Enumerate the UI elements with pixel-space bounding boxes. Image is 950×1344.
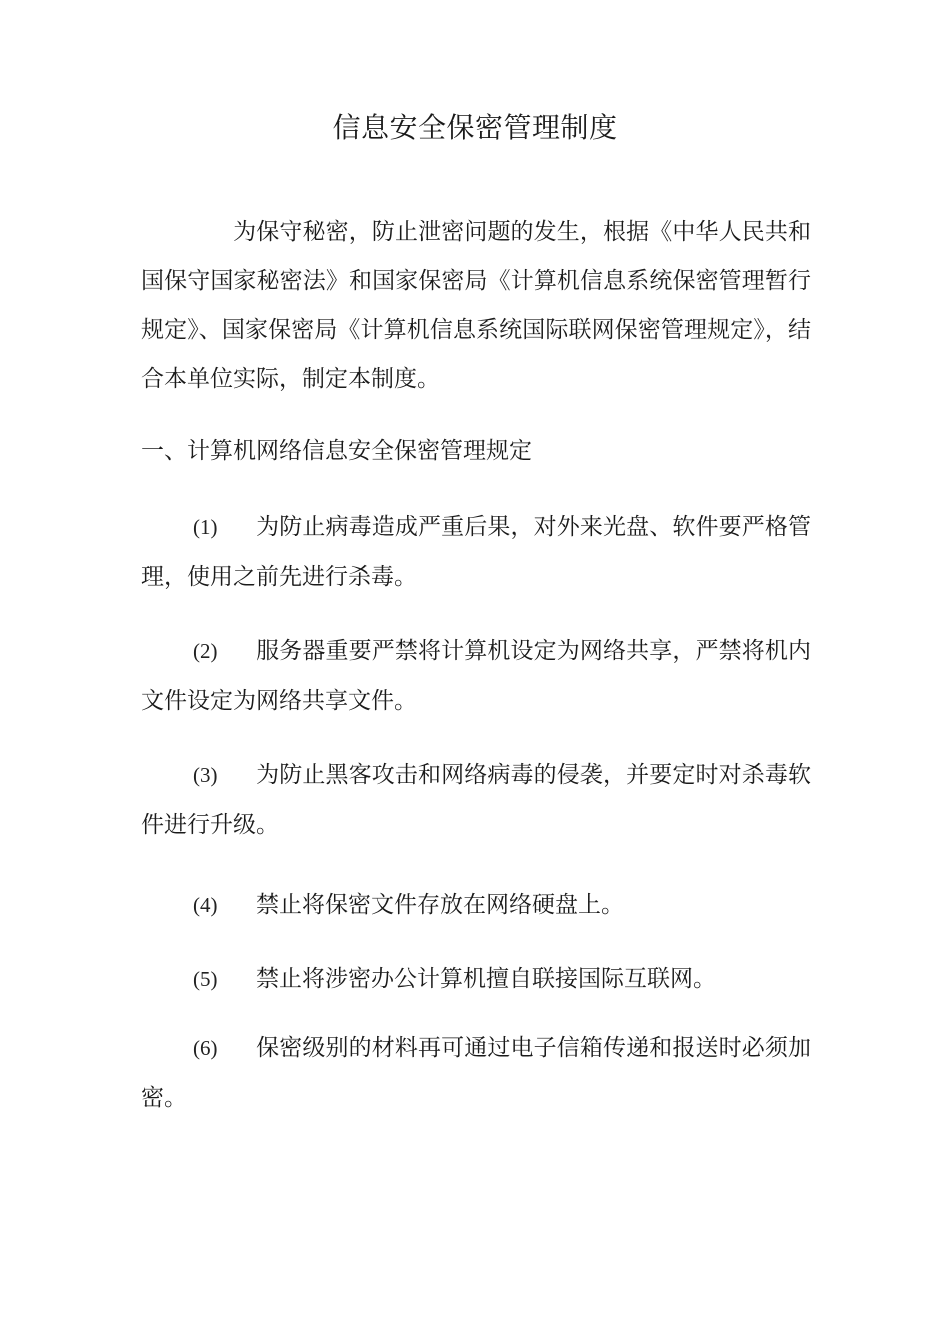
rule-text: 禁止将保密文件存放在网络硬盘上。	[256, 892, 624, 918]
section-heading: 一、计算机网络信息安全保密管理规定	[141, 438, 532, 464]
rule-item	[141, 954, 811, 1004]
rule-item	[141, 750, 811, 850]
rule-text: 为防止病毒造成严重后果，对外来光盘、软件要严格管理，使用之前先进行杀毒。	[141, 514, 811, 590]
rule-item	[141, 502, 811, 602]
rule-number: (3)	[193, 763, 218, 787]
rule-number: (6)	[193, 1036, 218, 1060]
rule-item	[141, 626, 811, 726]
rule-text: 服务器重要严禁将计算机设定为网络共享，严禁将机内文件设定为网络共享文件。	[141, 638, 811, 714]
rule-number: (4)	[193, 893, 218, 917]
rule-item	[141, 1023, 811, 1123]
rule-text: 为防止黑客攻击和网络病毒的侵袭，并要定时对杀毒软件进行升级。	[141, 762, 811, 838]
rule-text: 保密级别的材料再可通过电子信箱传递和报送时必须加密。	[141, 1035, 811, 1111]
intro-text: 为保守秘密，防止泄密问题的发生，根据《中华人民共和国保守国家秘密法》和国家保密局《计算机信息系统保密管理暂行规定》、国家保密局《计算机信息系统国际联网保密管理规定》，结合本单位实际，制定本制度。	[141, 219, 811, 392]
rule-number: (1)	[193, 515, 218, 539]
rule-item	[141, 880, 811, 930]
intro-paragraph	[141, 208, 811, 404]
rule-text: 禁止将涉密办公计算机擅自联接国际互联网。	[256, 966, 716, 992]
rule-number: (5)	[193, 967, 218, 991]
rule-number: (2)	[193, 639, 218, 663]
document-title: 信息安全保密管理制度	[332, 111, 618, 144]
